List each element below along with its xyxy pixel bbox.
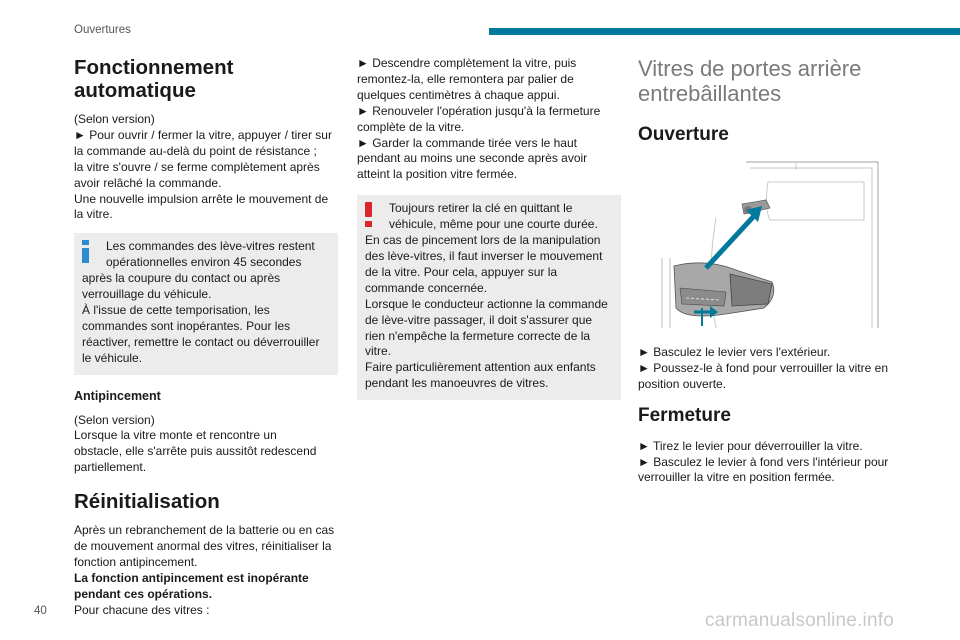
info-icon	[82, 240, 89, 263]
section-label: Ouvertures	[74, 24, 131, 36]
text-line: (Selon version)	[74, 412, 155, 427]
text-line: des lève-vitres, il faut inverser le mouvement	[365, 248, 603, 263]
text-line: pendant au moins une seconde après avoir	[357, 151, 588, 166]
warning-icon	[365, 202, 372, 227]
text-line: ► Basculez le levier à fond vers l'intérieur pour	[638, 454, 889, 469]
text-line: pendant les manoeuvres de vitres.	[365, 376, 549, 391]
text-line: À l'issue de cette temporisation, les	[82, 302, 270, 317]
warning-box	[357, 195, 621, 400]
header-accent-bar	[489, 28, 960, 35]
watermark: carmanualsonline.info	[704, 610, 894, 631]
section-title-automatic: Fonctionnement automatique	[74, 56, 234, 102]
subsection-title-opening: Ouverture	[638, 124, 729, 145]
text-line: commandes sont inopérantes. Pour les	[82, 318, 291, 333]
text-line: ► Renouveler l'opération jusqu'à la fermeture	[357, 103, 601, 118]
text-line: ► Descendre complètement la vitre, puis	[357, 56, 577, 70]
text-line: Toujours retirer la clé en quittant le	[389, 201, 573, 216]
text-line: réactiver, remettre le contact ou déverrouiller	[82, 334, 320, 349]
text-line: commande concernée.	[365, 280, 488, 295]
text-line: position ouverte.	[638, 376, 727, 391]
text-line: atteint la position vitre fermée.	[357, 167, 518, 182]
column-right	[638, 56, 898, 486]
text-line: la commande au-delà du point de résistance ;	[74, 143, 317, 158]
text-line: complète de la vitre.	[357, 119, 465, 134]
info-box	[74, 233, 338, 374]
text-line: avoir relâché la commande.	[74, 175, 222, 190]
text-line: Lorsque le conducteur actionne la commande	[365, 296, 608, 311]
text-line: véhicule, même pour une courte durée.	[389, 217, 598, 232]
subsection-title-closing: Fermeture	[638, 404, 731, 426]
steps-text	[357, 56, 621, 183]
text-line: Après un rebranchement de la batterie ou en cas	[74, 523, 335, 538]
text-line-bold: La fonction antipincement est inopérante	[74, 570, 309, 585]
text-line: ► Garder la commande tirée vers le haut	[357, 135, 577, 150]
text-line: Lorsque la vitre monte et rencontre un	[74, 428, 277, 443]
text-line: de la vitre. Pour cela, appuyer sur la	[365, 264, 558, 279]
closing-text	[638, 439, 898, 487]
column-middle	[357, 56, 621, 412]
text-line: ► Basculez le levier vers l'extérieur.	[638, 344, 831, 359]
automatic-text	[74, 112, 338, 223]
text-line: ► Tirez le levier pour déverrouiller la vitre.	[638, 438, 863, 453]
text-line: quelques centimètres à chaque appui.	[357, 87, 560, 102]
antipinch-text	[74, 413, 338, 477]
text-line: ► Pour ouvrir / fermer la vitre, appuyer / tirer sur	[74, 127, 332, 142]
text-line: après la coupure du contact ou après	[82, 271, 281, 286]
text-line: opérationnelles environ 45 secondes	[106, 255, 302, 270]
text-line: Les commandes des lève-vitres restent	[106, 239, 315, 254]
window-lever-illustration	[646, 158, 882, 328]
opening-text	[638, 345, 898, 393]
text-line: En cas de pincement lors de la manipulation	[365, 233, 601, 248]
text-line: verrouillage du véhicule.	[82, 287, 212, 302]
subsection-title-antipinch: Antipincement	[74, 388, 161, 403]
text-line: rien n'empêche la fermeture correcte de la	[365, 328, 591, 343]
text-line: fonction antipincement.	[74, 554, 198, 569]
column-left	[74, 56, 338, 619]
section-title-reset: Réinitialisation	[74, 490, 220, 514]
text-line: verrouiller la vitre en position fermée.	[638, 470, 835, 485]
text-line: vitre.	[365, 344, 392, 359]
text-line: Faire particulièrement attention aux enfants	[365, 360, 596, 375]
text-line: Une nouvelle impulsion arrête le mouvement de	[74, 191, 329, 206]
text-line-bold: pendant ces opérations.	[74, 586, 213, 601]
text-line: ► Poussez-le à fond pour verrouiller la vitre en	[638, 360, 888, 375]
text-line: la vitre.	[74, 207, 113, 222]
page-number: 40	[34, 605, 47, 617]
reset-text	[74, 523, 338, 618]
text-line: remontez-la, elle remontera par palier de	[357, 71, 574, 86]
text-line: le véhicule.	[82, 350, 143, 365]
text-line: partiellement.	[74, 460, 147, 475]
text-line: la vitre s'ouvre / se ferme complètement après	[74, 159, 320, 174]
text-line: obstacle, elle s'arrête puis aussitôt redescend	[74, 444, 317, 459]
text-line: Pour chacune des vitres :	[74, 602, 210, 617]
text-line: de lève-vitre passager, il doit s'assurer que	[365, 312, 593, 327]
text-line: de mouvement anormal des vitres, réinitialiser la	[74, 539, 332, 554]
text-line: (Selon version)	[74, 112, 155, 126]
section-title-rear-windows: Vitres de portes arrière entrebâillantes	[638, 56, 862, 106]
